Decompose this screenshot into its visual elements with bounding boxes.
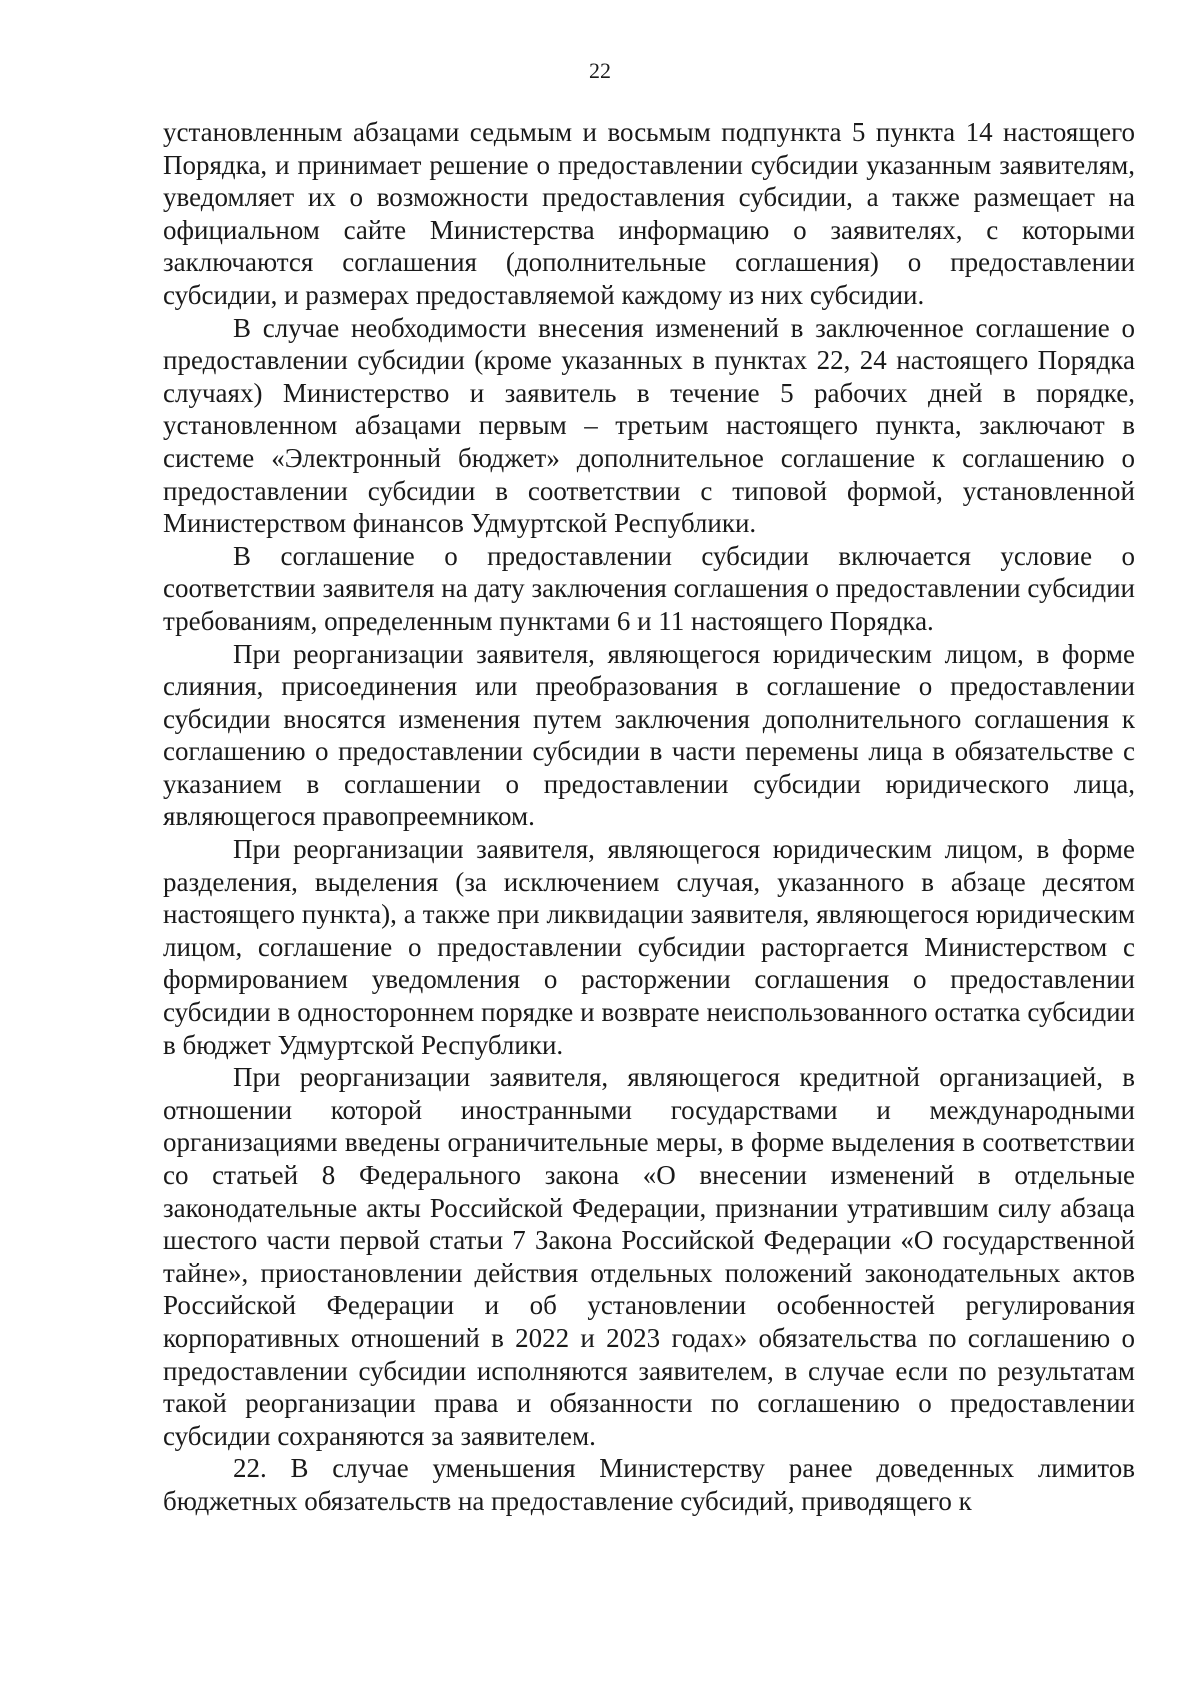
paragraph-reorganization-division: При реорганизации заявителя, являющегося юридическим лицом, в форме разделения, выделения (за исключением случая, указанного в абзаце десятом настоящего пункта), а также при ликвидации заявителя, являющегося юридическим лицом, соглашение о предоставлении субсидии расторгается Министерством с формированием уведомления о расторжении соглашения о предоставлении субсидии в одностороннем порядке и возврате неиспользованного остатка субсидии в бюджет Удмуртской Республики. [163, 834, 1135, 1060]
paragraph-reorganization-credit-org: При реорганизации заявителя, являющегося кредитной организацией, в отношении которой иностранными государствами и международными организациями введены ограничительные меры, в форме выделения в соответствии со статьей 8 Федерального закона «О внесении изменений в отдельные законодательные акты Российской Федерации, признании утратившим силу абзаца шестого части первой статьи 7 Закона Российской Федерации «О государственной тайне», приостановлении действия отдельных положений законодательных актов Российской Федерации и об установлении особенностей регулирования корпоративных отношений в 2022 и 2023 годах» обязательства по соглашению о предоставлении субсидии исполняются заявителем, в случае если по результатам такой реорганизации права и обязанности по соглашению о предоставлении субсидии сохраняются за заявителем. [163, 1062, 1135, 1451]
paragraph-continuation: установленным абзацами седьмым и восьмым подпункта 5 пункта 14 настоящего Порядка, и принимает решение о предоставлении субсидии указанным заявителям, уведомляет их о возможности предоставления субсидии, а также размещает на официальном сайте Министерства информацию о заявителях, с которыми заключаются соглашения (дополнительные соглашения) о предоставлении субсидии, и размерах предоставляемой каждому из них субсидии. [163, 117, 1135, 310]
page-number: 22 [589, 58, 611, 83]
paragraph-reorganization-merger: При реорганизации заявителя, являющегося юридическим лицом, в форме слияния, присоединения или преобразования в соглашение о предоставлении субсидии вносятся изменения путем заключения дополнительного соглашения к соглашению о предоставлении субсидии в части перемены лица в обязательстве с указанием в соглашении о предоставлении субсидии юридического лица, являющегося правопреемником. [163, 638, 1135, 832]
document-body [163, 116, 1135, 1518]
paragraph-item-22: 22. В случае уменьшения Министерству ранее доведенных лимитов бюджетных обязательств на предоставление субсидий, приводящего к [163, 1453, 1135, 1516]
paragraph-agreement-condition: В соглашение о предоставлении субсидии включается условие о соответствии заявителя на дату заключения соглашения о предоставлении субсидии требованиям, определенным пунктами 6 и 11 настоящего Порядка. [163, 540, 1135, 636]
paragraph-agreement-changes: В случае необходимости внесения изменений в заключенное соглашение о предоставлении субсидии (кроме указанных в пунктах 22, 24 настоящего Порядка случаях) Министерство и заявитель в течение 5 рабочих дней в порядке, установленном абзацами первым – третьим настоящего пункта, заключают в системе «Электронный бюджет» дополнительное соглашение к соглашению о предоставлении субсидии в соответствии с типовой формой, установленной Министерством финансов Удмуртской Республики. [163, 312, 1135, 539]
